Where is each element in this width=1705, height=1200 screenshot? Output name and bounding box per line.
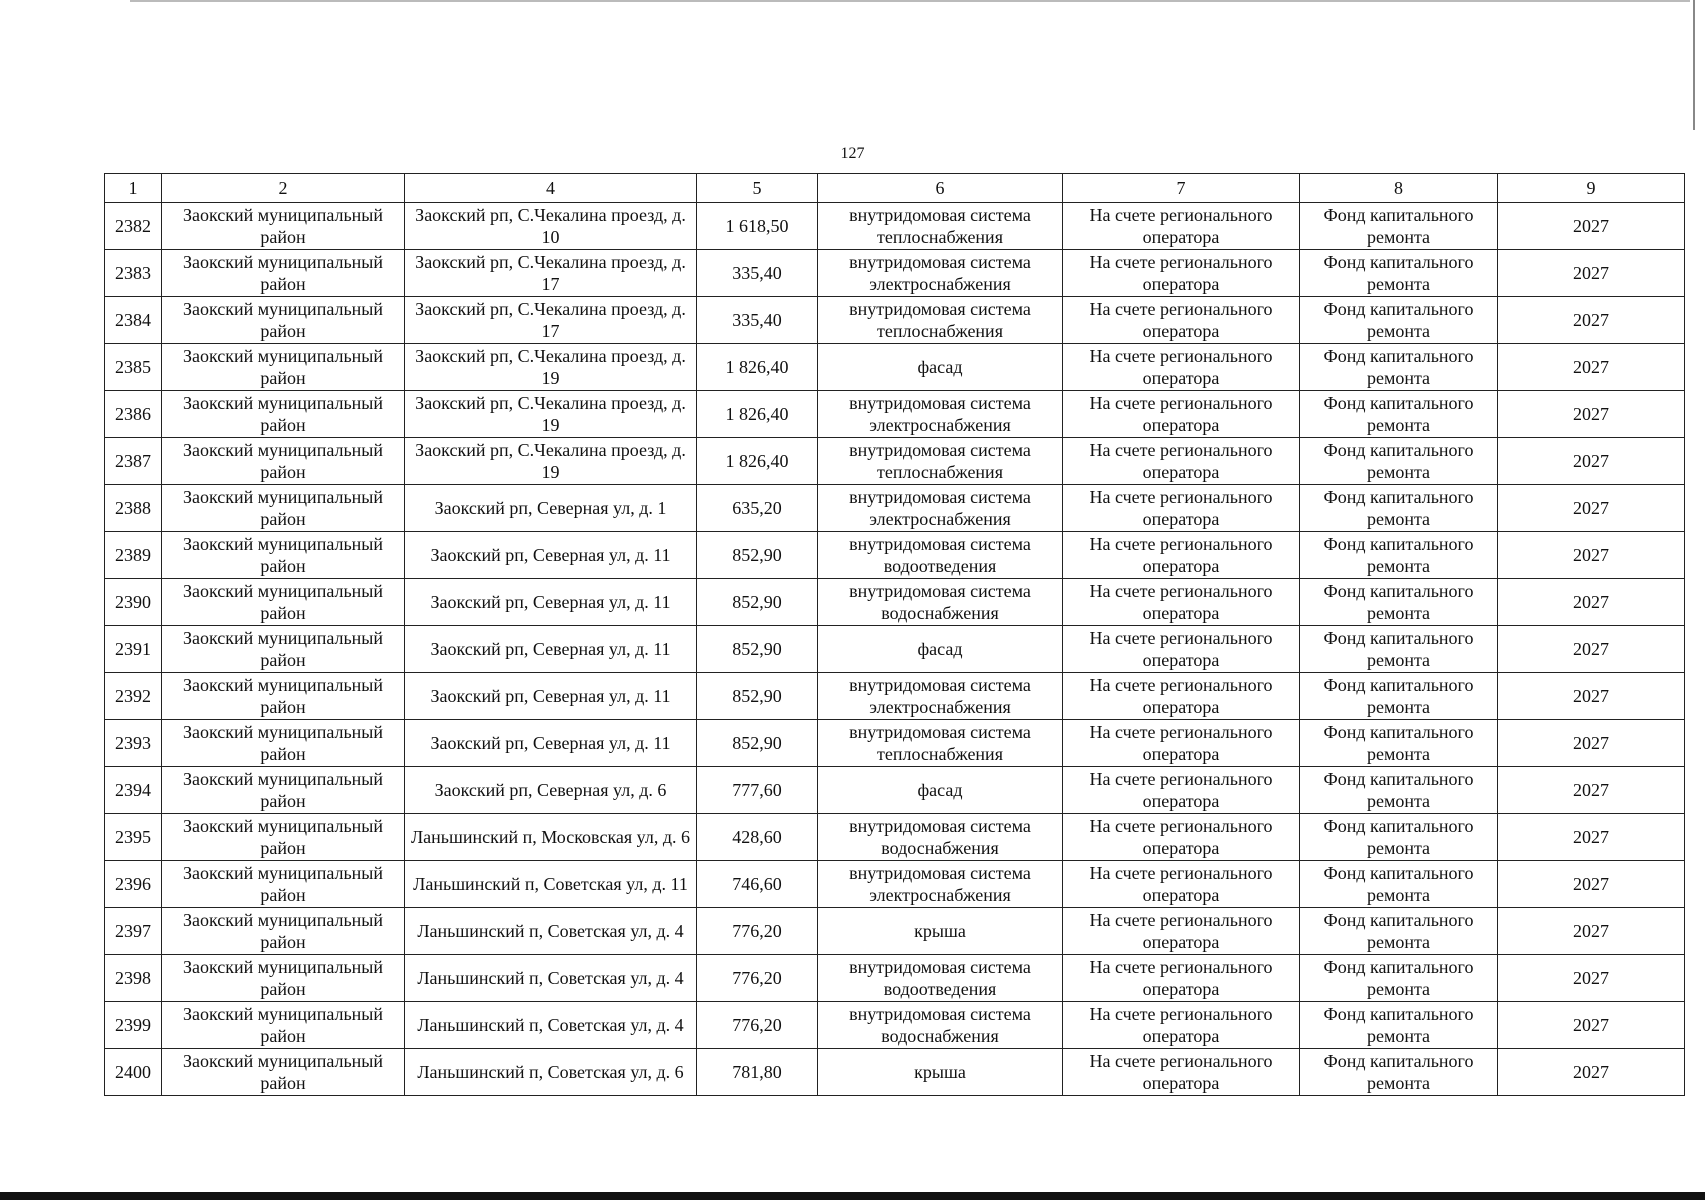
table-row [105, 814, 1685, 861]
address-cell: Заокский рп, С.Чекалина проезд, д. 19 [405, 391, 697, 438]
planned-year-cell: 2027 [1498, 673, 1685, 720]
fund-account-cell: На счете регионального оператора [1063, 203, 1300, 250]
structural-element-cell: фасад [818, 344, 1063, 391]
row-number-cell: 2383 [105, 250, 162, 297]
table-row [105, 532, 1685, 579]
row-number-cell: 2399 [105, 1002, 162, 1049]
planned-year-cell: 2027 [1498, 626, 1685, 673]
address-cell: Ланьшинский п, Советская ул, д. 4 [405, 908, 697, 955]
structural-element-cell: внутридомовая система водоснабжения [818, 579, 1063, 626]
planned-year-cell: 2027 [1498, 579, 1685, 626]
address-cell: Заокский рп, Северная ул, д. 1 [405, 485, 697, 532]
row-number-cell: 2388 [105, 485, 162, 532]
fund-account-cell: На счете регионального оператора [1063, 1002, 1300, 1049]
funding-source-cell: Фонд капитального ремонта [1300, 485, 1498, 532]
column-number: 4 [405, 174, 697, 203]
address-cell: Заокский рп, Северная ул, д. 11 [405, 532, 697, 579]
address-cell: Ланьшинский п, Московская ул, д. 6 [405, 814, 697, 861]
district-cell: Заокский муниципальный район [162, 579, 405, 626]
area-cell: 781,80 [697, 1049, 818, 1096]
structural-element-cell: внутридомовая система водоснабжения [818, 1002, 1063, 1049]
planned-year-cell: 2027 [1498, 532, 1685, 579]
address-cell: Заокский рп, Северная ул, д. 6 [405, 767, 697, 814]
area-cell: 635,20 [697, 485, 818, 532]
area-cell: 776,20 [697, 908, 818, 955]
funding-source-cell: Фонд капитального ремонта [1300, 626, 1498, 673]
column-number: 7 [1063, 174, 1300, 203]
funding-source-cell: Фонд капитального ремонта [1300, 767, 1498, 814]
row-number-cell: 2389 [105, 532, 162, 579]
structural-element-cell: внутридомовая система электроснабжения [818, 673, 1063, 720]
row-number-cell: 2392 [105, 673, 162, 720]
district-cell: Заокский муниципальный район [162, 391, 405, 438]
table-row [105, 1049, 1685, 1096]
table-row [105, 297, 1685, 344]
area-cell: 335,40 [697, 250, 818, 297]
column-number: 2 [162, 174, 405, 203]
planned-year-cell: 2027 [1498, 438, 1685, 485]
fund-account-cell: На счете регионального оператора [1063, 438, 1300, 485]
table-body [105, 174, 1685, 1096]
structural-element-cell: внутридомовая система электроснабжения [818, 861, 1063, 908]
fund-account-cell: На счете регионального оператора [1063, 908, 1300, 955]
structural-element-cell: внутридомовая система водоотведения [818, 955, 1063, 1002]
address-cell: Заокский рп, С.Чекалина проезд, д. 19 [405, 344, 697, 391]
planned-year-cell: 2027 [1498, 203, 1685, 250]
structural-element-cell: фасад [818, 767, 1063, 814]
district-cell: Заокский муниципальный район [162, 532, 405, 579]
row-number-cell: 2398 [105, 955, 162, 1002]
district-cell: Заокский муниципальный район [162, 861, 405, 908]
structural-element-cell: внутридомовая система электроснабжения [818, 485, 1063, 532]
fund-account-cell: На счете регионального оператора [1063, 626, 1300, 673]
column-number: 5 [697, 174, 818, 203]
fund-account-cell: На счете регионального оператора [1063, 861, 1300, 908]
area-cell: 1 826,40 [697, 391, 818, 438]
table-row [105, 861, 1685, 908]
row-number-cell: 2384 [105, 297, 162, 344]
funding-source-cell: Фонд капитального ремонта [1300, 908, 1498, 955]
fund-account-cell: На счете регионального оператора [1063, 485, 1300, 532]
fund-account-cell: На счете регионального оператора [1063, 673, 1300, 720]
row-number-cell: 2393 [105, 720, 162, 767]
row-number-cell: 2397 [105, 908, 162, 955]
district-cell: Заокский муниципальный район [162, 1002, 405, 1049]
planned-year-cell: 2027 [1498, 1049, 1685, 1096]
funding-source-cell: Фонд капитального ремонта [1300, 814, 1498, 861]
fund-account-cell: На счете регионального оператора [1063, 391, 1300, 438]
address-cell: Ланьшинский п, Советская ул, д. 11 [405, 861, 697, 908]
scan-top-edge [130, 0, 1690, 2]
structural-element-cell: крыша [818, 908, 1063, 955]
district-cell: Заокский муниципальный район [162, 485, 405, 532]
table-row [105, 673, 1685, 720]
table-row [105, 438, 1685, 485]
row-number-cell: 2390 [105, 579, 162, 626]
district-cell: Заокский муниципальный район [162, 344, 405, 391]
column-number: 8 [1300, 174, 1498, 203]
funding-source-cell: Фонд капитального ремонта [1300, 344, 1498, 391]
address-cell: Заокский рп, Северная ул, д. 11 [405, 626, 697, 673]
district-cell: Заокский муниципальный район [162, 673, 405, 720]
funding-source-cell: Фонд капитального ремонта [1300, 720, 1498, 767]
fund-account-cell: На счете регионального оператора [1063, 532, 1300, 579]
district-cell: Заокский муниципальный район [162, 814, 405, 861]
address-cell: Заокский рп, Северная ул, д. 11 [405, 579, 697, 626]
address-cell: Заокский рп, Северная ул, д. 11 [405, 673, 697, 720]
area-cell: 1 618,50 [697, 203, 818, 250]
district-cell: Заокский муниципальный район [162, 767, 405, 814]
funding-source-cell: Фонд капитального ремонта [1300, 1049, 1498, 1096]
address-cell: Ланьшинский п, Советская ул, д. 4 [405, 955, 697, 1002]
fund-account-cell: На счете регионального оператора [1063, 955, 1300, 1002]
planned-year-cell: 2027 [1498, 297, 1685, 344]
row-number-cell: 2385 [105, 344, 162, 391]
funding-source-cell: Фонд капитального ремонта [1300, 250, 1498, 297]
district-cell: Заокский муниципальный район [162, 250, 405, 297]
structural-element-cell: внутридомовая система водоснабжения [818, 814, 1063, 861]
funding-source-cell: Фонд капитального ремонта [1300, 861, 1498, 908]
structural-element-cell: внутридомовая система теплоснабжения [818, 297, 1063, 344]
funding-source-cell: Фонд капитального ремонта [1300, 203, 1498, 250]
row-number-cell: 2386 [105, 391, 162, 438]
row-number-cell: 2395 [105, 814, 162, 861]
area-cell: 428,60 [697, 814, 818, 861]
fund-account-cell: На счете регионального оператора [1063, 720, 1300, 767]
planned-year-cell: 2027 [1498, 391, 1685, 438]
address-cell: Ланьшинский п, Советская ул, д. 6 [405, 1049, 697, 1096]
funding-source-cell: Фонд капитального ремонта [1300, 673, 1498, 720]
column-number-row [105, 174, 1685, 203]
row-number-cell: 2400 [105, 1049, 162, 1096]
scan-right-edge [1693, 0, 1695, 130]
address-cell: Заокский рп, С.Чекалина проезд, д. 17 [405, 250, 697, 297]
address-cell: Заокский рп, С.Чекалина проезд, д. 19 [405, 438, 697, 485]
table-row [105, 767, 1685, 814]
page-number: 127 [840, 145, 865, 162]
structural-element-cell: внутридомовая система теплоснабжения [818, 203, 1063, 250]
district-cell: Заокский муниципальный район [162, 297, 405, 344]
funding-source-cell: Фонд капитального ремонта [1300, 438, 1498, 485]
area-cell: 335,40 [697, 297, 818, 344]
fund-account-cell: На счете регионального оператора [1063, 814, 1300, 861]
fund-account-cell: На счете регионального оператора [1063, 1049, 1300, 1096]
district-cell: Заокский муниципальный район [162, 438, 405, 485]
address-cell: Ланьшинский п, Советская ул, д. 4 [405, 1002, 697, 1049]
area-cell: 776,20 [697, 1002, 818, 1049]
table-row [105, 908, 1685, 955]
district-cell: Заокский муниципальный район [162, 955, 405, 1002]
table-row [105, 485, 1685, 532]
structural-element-cell: внутридомовая система водоотведения [818, 532, 1063, 579]
area-cell: 746,60 [697, 861, 818, 908]
district-cell: Заокский муниципальный район [162, 908, 405, 955]
column-number: 6 [818, 174, 1063, 203]
planned-year-cell: 2027 [1498, 250, 1685, 297]
row-number-cell: 2382 [105, 203, 162, 250]
fund-account-cell: На счете регионального оператора [1063, 250, 1300, 297]
district-cell: Заокский муниципальный район [162, 626, 405, 673]
area-cell: 852,90 [697, 720, 818, 767]
row-number-cell: 2396 [105, 861, 162, 908]
table-row [105, 1002, 1685, 1049]
scan-bottom-edge [0, 1192, 1705, 1200]
structural-element-cell: внутридомовая система теплоснабжения [818, 438, 1063, 485]
fund-account-cell: На счете регионального оператора [1063, 297, 1300, 344]
row-number-cell: 2394 [105, 767, 162, 814]
area-cell: 852,90 [697, 626, 818, 673]
planned-year-cell: 2027 [1498, 767, 1685, 814]
area-cell: 1 826,40 [697, 344, 818, 391]
funding-source-cell: Фонд капитального ремонта [1300, 579, 1498, 626]
address-cell: Заокский рп, С.Чекалина проезд, д. 17 [405, 297, 697, 344]
address-cell: Заокский рп, Северная ул, д. 11 [405, 720, 697, 767]
address-cell: Заокский рп, С.Чекалина проезд, д. 10 [405, 203, 697, 250]
area-cell: 852,90 [697, 532, 818, 579]
table-row [105, 579, 1685, 626]
planned-year-cell: 2027 [1498, 485, 1685, 532]
column-number: 1 [105, 174, 162, 203]
funding-source-cell: Фонд капитального ремонта [1300, 297, 1498, 344]
planned-year-cell: 2027 [1498, 908, 1685, 955]
fund-account-cell: На счете регионального оператора [1063, 767, 1300, 814]
row-number-cell: 2391 [105, 626, 162, 673]
table-row [105, 391, 1685, 438]
row-number-cell: 2387 [105, 438, 162, 485]
structural-element-cell: внутридомовая система электроснабжения [818, 391, 1063, 438]
planned-year-cell: 2027 [1498, 1002, 1685, 1049]
planned-year-cell: 2027 [1498, 955, 1685, 1002]
structural-element-cell: крыша [818, 1049, 1063, 1096]
planned-year-cell: 2027 [1498, 861, 1685, 908]
table-row [105, 250, 1685, 297]
fund-account-cell: На счете регионального оператора [1063, 344, 1300, 391]
structural-element-cell: внутридомовая система теплоснабжения [818, 720, 1063, 767]
district-cell: Заокский муниципальный район [162, 203, 405, 250]
funding-source-cell: Фонд капитального ремонта [1300, 955, 1498, 1002]
planned-year-cell: 2027 [1498, 344, 1685, 391]
area-cell: 777,60 [697, 767, 818, 814]
district-cell: Заокский муниципальный район [162, 1049, 405, 1096]
table-row [105, 626, 1685, 673]
funding-source-cell: Фонд капитального ремонта [1300, 391, 1498, 438]
area-cell: 776,20 [697, 955, 818, 1002]
table-row [105, 955, 1685, 1002]
funding-source-cell: Фонд капитального ремонта [1300, 1002, 1498, 1049]
capital-repair-table [104, 173, 1685, 1096]
table-row [105, 203, 1685, 250]
table-row [105, 344, 1685, 391]
area-cell: 852,90 [697, 673, 818, 720]
area-cell: 1 826,40 [697, 438, 818, 485]
planned-year-cell: 2027 [1498, 814, 1685, 861]
table-row [105, 720, 1685, 767]
planned-year-cell: 2027 [1498, 720, 1685, 767]
fund-account-cell: На счете регионального оператора [1063, 579, 1300, 626]
column-number: 9 [1498, 174, 1685, 203]
area-cell: 852,90 [697, 579, 818, 626]
structural-element-cell: внутридомовая система электроснабжения [818, 250, 1063, 297]
funding-source-cell: Фонд капитального ремонта [1300, 532, 1498, 579]
structural-element-cell: фасад [818, 626, 1063, 673]
district-cell: Заокский муниципальный район [162, 720, 405, 767]
